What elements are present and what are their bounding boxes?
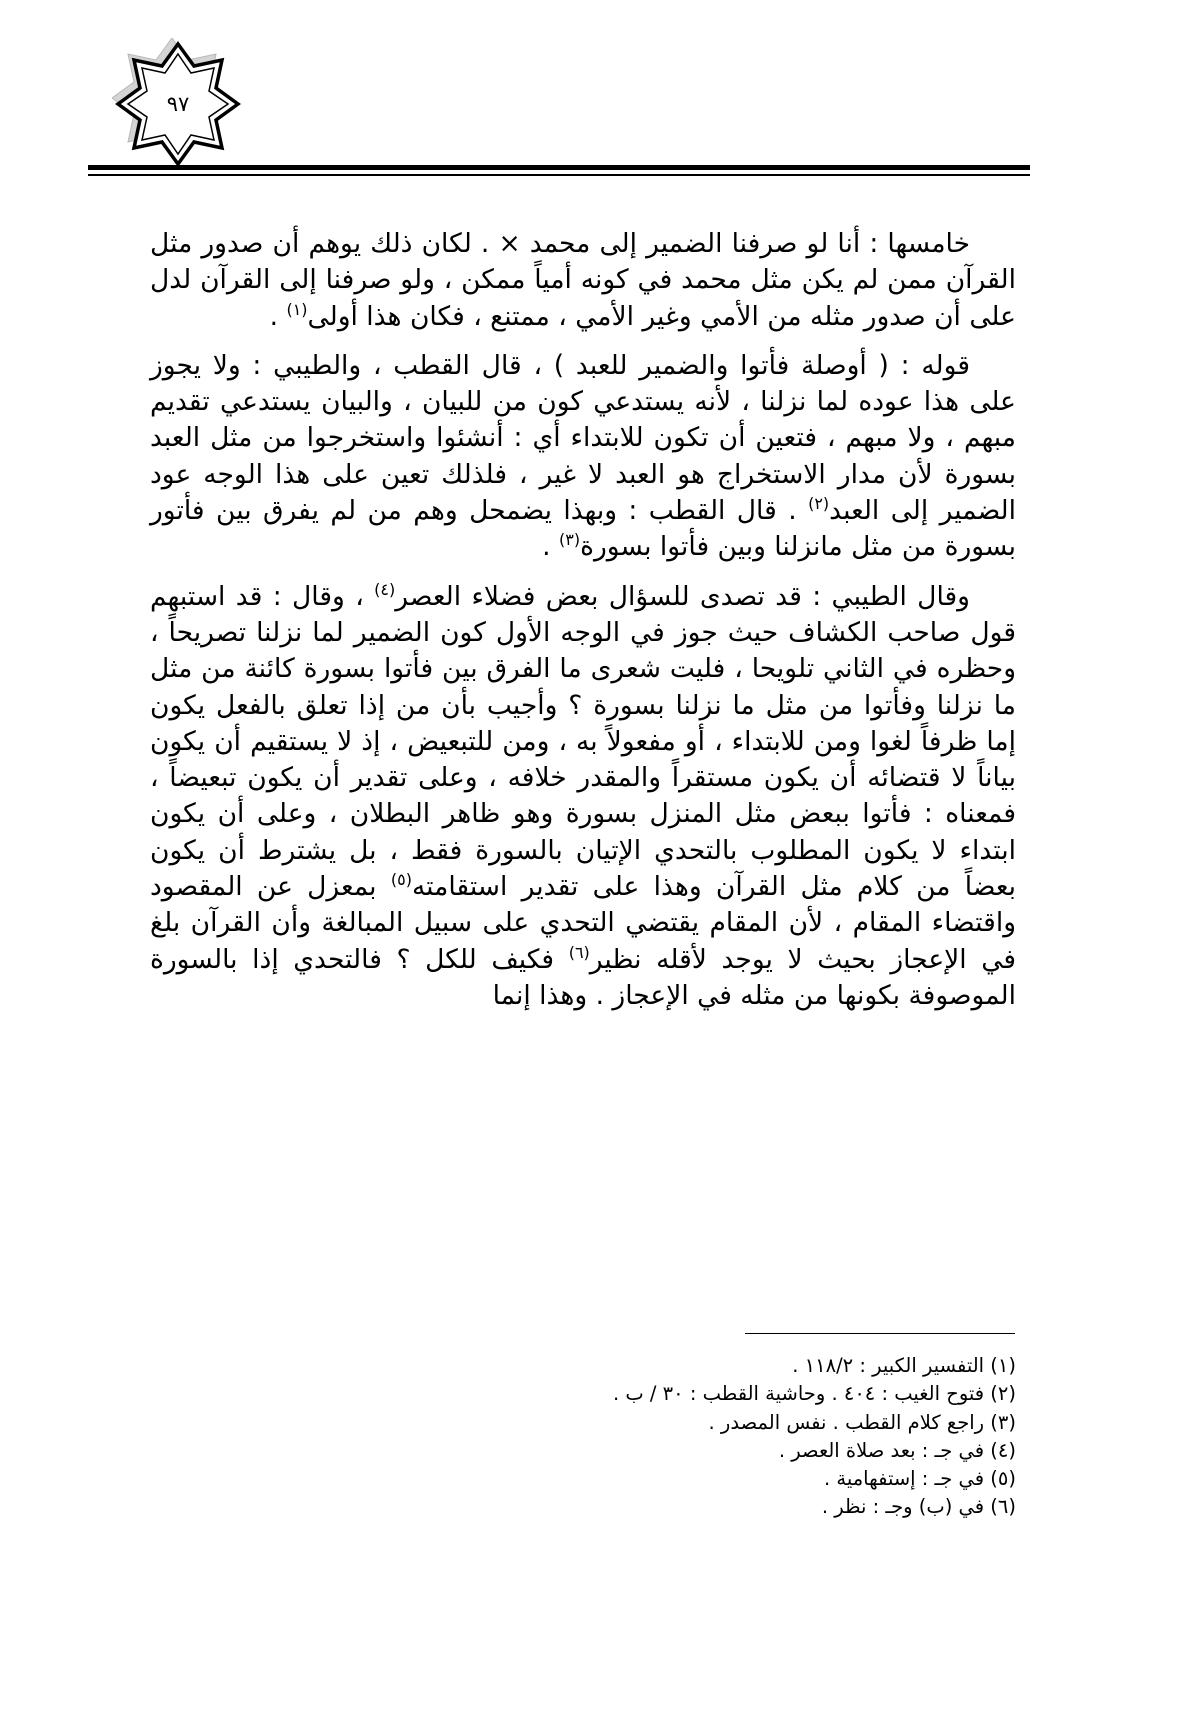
header-rule-thin (88, 174, 1030, 176)
footnote-2: (٢) فتوح الغيب : ٤٠٤ . وحاشية القطب : ٣٠ / ب . (612, 1382, 1016, 1406)
footnote-6: (٦) في (ب) وجـ : نظر . (821, 1495, 1016, 1519)
paragraph-3: وقال الطيبي : قد تصدى للسؤال بعض فضلاء العصر$^{(٤)}$ ، وقال : قد استبهم قول صاحب الكشاف حيث جوز في الوجه الأول كون الضمير لما نزلنا تصريحاً ، وحظره في الثاني تلويحا ، فليت شعرى ما الفرق بين فأتوا بسورة كائنة من مثل ما نزلنا وفأتوا من مثل ما نزلنا بسورة ؟ وأجيب بأن من إذا تعلق بالفعل يكون إما ظرفاً لغوا ومن للابتداء ، أو مفعولاً به ، ومن للتبعيض ، إذ لا يستقيم أن يكون بياناً لا قتضائه أن يكون مستقراً والمقدر خلافه ، وعلى تقدير أن يكون تبعيضاً ، فمعناه : فأتوا ببعض مثل المنزل بسورة وهو ظاهر البطلان ، وعلى أن يكون ابتداء لا يكون المطلوب بالتحدي الإتيان بالسورة فقط ، بل يشترط أن يكون بعضاً من كلام مثل القرآن وهذا على تقدير استقامته$^{(٥)}$ بمعزل عن المقصود واقتضاء المقام ، لأن المقام يقتضي التحدي على سبيل المبالغة وأن القرآن بلغ في الإعجاز بحيث لا يوجد لأقله نظير$^{(٦)}$ فكيف للكل ؟ فالتحدي إذا بالسورة الموصوفة بكونها من مثله في الإعجاز . وهذا إنما (150, 579, 1016, 1011)
page-number: ٩٧ (166, 92, 190, 116)
footnote-separator (745, 1333, 1015, 1334)
footnote-marker-2: (٢) (808, 494, 830, 514)
main-text (150, 226, 1016, 1027)
footnote-marker-6: (٦) (568, 942, 590, 962)
footnote-marker-4: (٤) (374, 579, 396, 599)
footnote-1: (١) التفسير الكبير : ١١٨/٢ . (792, 1354, 1016, 1377)
paragraph-1: خامسها : أنا لو صرفنا الضمير إلى محمد × . لكان ذلك يوهم أن صدور مثل القرآن ممن لم يكن مثل محمد في كونه أمياً ممكن ، ولو صرفنا إلى القرآن لدل على أن صدور مثله من الأمي وغير الأمي ، ممتنع ، فكان هذا أولى$^{(١)}$ . (150, 228, 1016, 332)
footnote-5: (٥) في جـ : إستفهامية . (823, 1467, 1016, 1491)
footnote-4: (٤) في جـ : بعد صلاة العصر . (778, 1438, 1016, 1462)
footnote-3: (٣) راجع كلام القطب . نفس المصدر . (708, 1410, 1016, 1434)
page-number-badge (112, 38, 244, 170)
footnote-marker-1: (١) (286, 299, 308, 319)
paragraph-2: قوله : ( أوصلة فأتوا والضمير للعبد ) ، قال القطب ، والطيبي : ولا يجوز على هذا عوده لما نزلنا ، لأنه يستدعي كون من للبيان ، والبيان يستدعي تقديم مبهم ، ولا مبهم ، فتعين أن تكون للابتداء أي : أنشئوا واستخرجوا من مثل العبد بسورة لأن مدار الاستخراج هو العبد لا غير ، فلذلك تعين على هذا الوجه عود الضمير إلى العبد$^{(٢)}$ . قال القطب : وبهذا يضمحل وهم من لم يفرق بين فأتور بسورة من مثل مانزلنا وبين فأتوا بسورة$^{(٣)}$ . (150, 349, 1016, 563)
header-rule-thick (88, 165, 1030, 170)
footnotes (316, 1352, 1016, 1522)
footnote-marker-3: (٣) (559, 530, 581, 550)
footnote-marker-5: (٥) (390, 870, 412, 890)
